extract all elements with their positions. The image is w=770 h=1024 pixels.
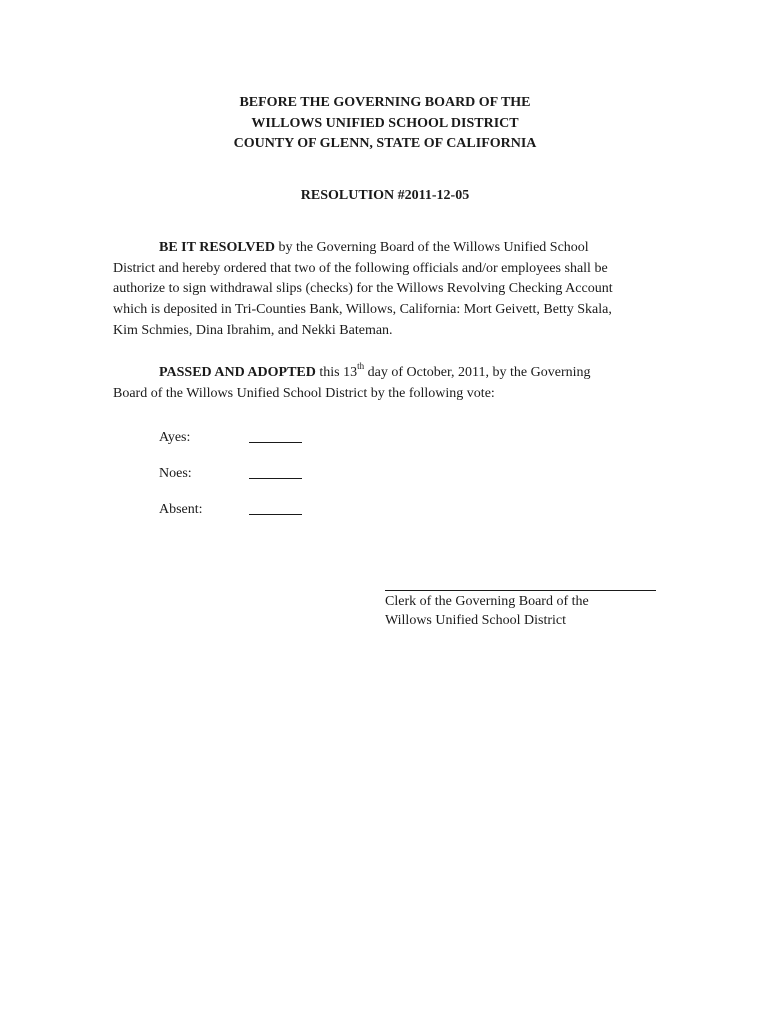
noes-blank xyxy=(249,478,302,479)
vote-row-absent xyxy=(159,500,359,520)
ayes-label: Ayes: xyxy=(159,430,191,445)
signature-caption-line-2: Willows Unified School District xyxy=(385,612,567,628)
header-line-2: WILLOWS UNIFIED SCHOOL DISTRICT xyxy=(251,115,519,131)
day-suffix: th xyxy=(357,361,365,372)
header-line-3: COUNTY OF GLENN, STATE OF CALIFORNIA xyxy=(233,136,537,151)
paragraph-line: Kim Schmies, Dina Ibrahim, and Nekki Bateman. xyxy=(113,322,393,338)
absent-label: Absent: xyxy=(159,502,203,517)
paragraph-line: District and hereby ordered that two of the following officials and/or employees shall be xyxy=(113,260,608,276)
resolution-number: RESOLUTION #2011-12-05 xyxy=(300,188,470,203)
resolution-paragraph xyxy=(113,238,658,342)
signature-caption-line-1: Clerk of the Governing Board of the xyxy=(385,594,589,609)
vote-row-noes xyxy=(159,464,359,484)
paragraph-line: which is deposited in Tri-Counties Bank, Willows, California: Mort Geivett, Betty Skala, xyxy=(113,302,612,318)
document-header xyxy=(0,93,770,155)
paragraph-text: by the Governing Board of the Willows Unified School xyxy=(274,240,589,255)
paragraph-text: this 13 xyxy=(315,365,358,380)
paragraph-text: day of October, 2011, by the Governing xyxy=(364,365,591,380)
header-line-1: BEFORE THE GOVERNING BOARD OF THE xyxy=(239,95,531,110)
paragraph-line: Board of the Willows Unified School District by the following vote: xyxy=(113,385,495,401)
signature-caption xyxy=(385,593,589,630)
absent-blank xyxy=(249,514,302,515)
resolved-lead: BE IT RESOLVED xyxy=(159,240,275,255)
adoption-paragraph xyxy=(113,363,658,404)
noes-label: Noes: xyxy=(159,466,192,481)
ayes-blank xyxy=(249,442,302,443)
signature-line xyxy=(385,590,656,591)
vote-row-ayes xyxy=(159,428,359,448)
paragraph-line: authorize to sign withdrawal slips (checks) for the Willows Revolving Checking Account xyxy=(113,281,613,297)
paragraph-line xyxy=(113,363,658,384)
paragraph-line xyxy=(113,238,658,259)
adopted-lead: PASSED AND ADOPTED xyxy=(159,365,316,380)
